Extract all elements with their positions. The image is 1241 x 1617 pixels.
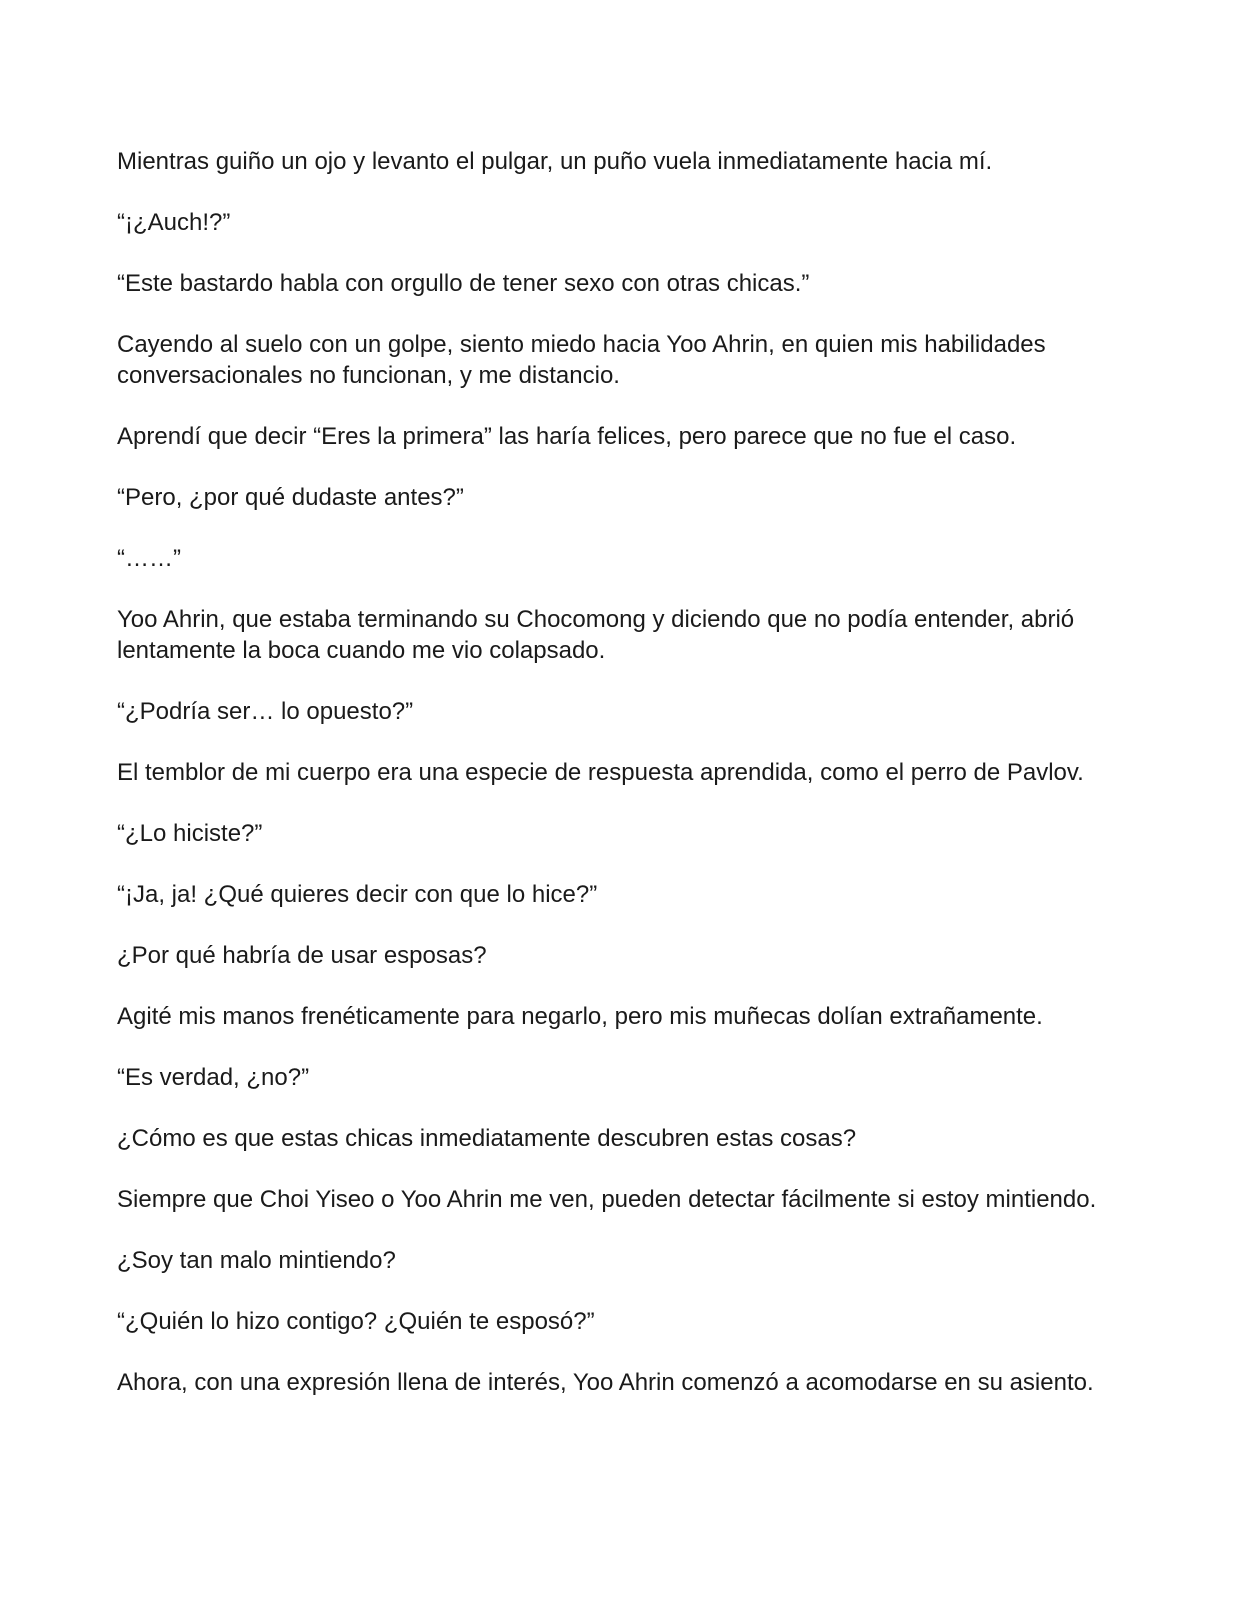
paragraph: “¡¿Auch!?” [117, 209, 231, 236]
paragraph: “¡Ja, ja! ¿Qué quieres decir con que lo hice?” [117, 881, 598, 908]
paragraph: Aprendí que decir “Eres la primera” las haría felices, pero parece que no fue el caso. [117, 423, 1017, 450]
paragraph: Yoo Ahrin, que estaba terminando su Chocomong y diciendo que no podía entender, abrió lentamente la boca cuando me vio colapsado. [117, 606, 1075, 664]
paragraph: Siempre que Choi Yiseo o Yoo Ahrin me ven, pueden detectar fácilmente si estoy mintiendo. [117, 1186, 1097, 1213]
paragraph: “……” [117, 545, 181, 572]
document-body [117, 146, 1127, 1428]
paragraph: “¿Lo hiciste?” [117, 820, 263, 847]
paragraph: “Pero, ¿por qué dudaste antes?” [117, 484, 464, 511]
paragraph: Cayendo al suelo con un golpe, siento miedo hacia Yoo Ahrin, en quien mis habilidades conversacionales no funcionan, y me distancio. [117, 331, 1046, 389]
paragraph: “Es verdad, ¿no?” [117, 1064, 310, 1091]
paragraph: Agité mis manos frenéticamente para negarlo, pero mis muñecas dolían extrañamente. [117, 1003, 1043, 1030]
paragraph: “Este bastardo habla con orgullo de tener sexo con otras chicas.” [117, 270, 810, 297]
paragraph: Mientras guiño un ojo y levanto el pulgar, un puño vuela inmediatamente hacia mí. [117, 148, 993, 175]
paragraph: “¿Quién lo hizo contigo? ¿Quién te esposó?” [117, 1308, 595, 1335]
paragraph: ¿Cómo es que estas chicas inmediatamente descubren estas cosas? [117, 1125, 857, 1152]
paragraph: Ahora, con una expresión llena de interés, Yoo Ahrin comenzó a acomodarse en su asiento. [117, 1369, 1094, 1396]
paragraph: ¿Soy tan malo mintiendo? [117, 1247, 396, 1274]
paragraph: El temblor de mi cuerpo era una especie de respuesta aprendida, como el perro de Pavlov. [117, 759, 1084, 786]
paragraph: ¿Por qué habría de usar esposas? [117, 942, 487, 969]
paragraph: “¿Podría ser… lo opuesto?” [117, 698, 414, 725]
